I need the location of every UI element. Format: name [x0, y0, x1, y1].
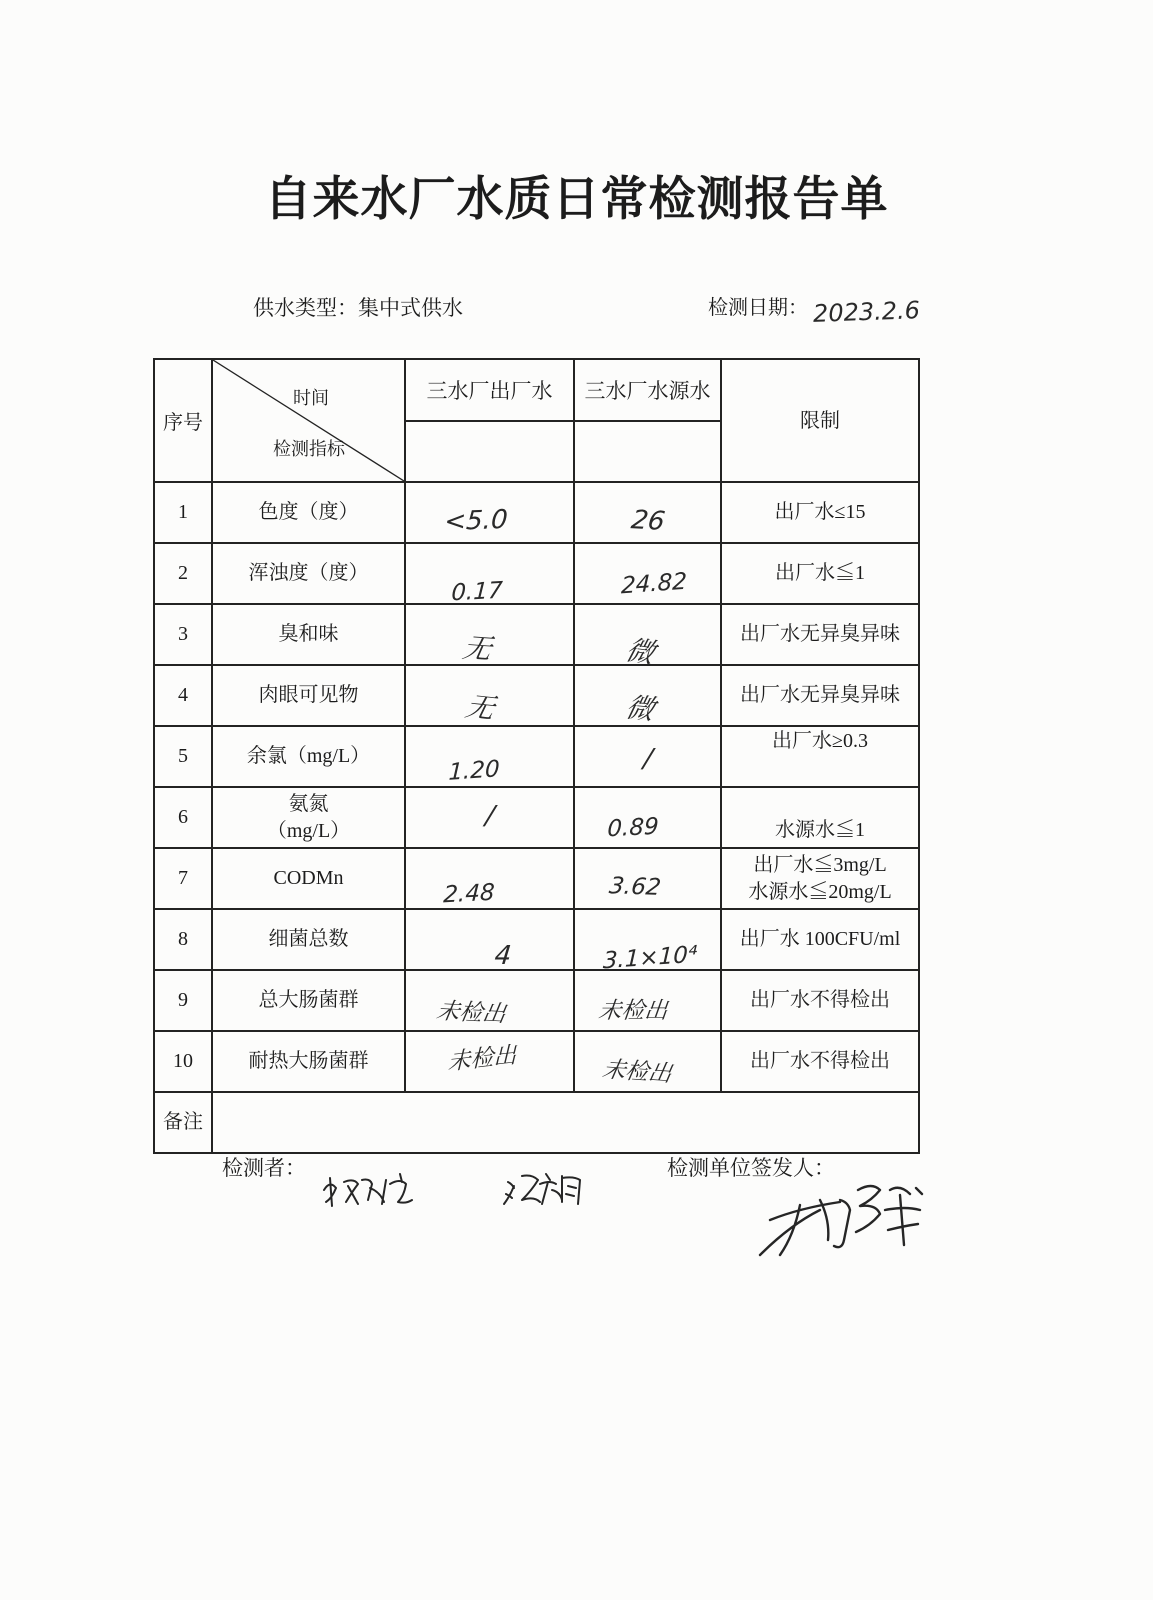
- indicator-name: 余氯（mg/L）: [212, 726, 405, 787]
- outlet-value-cell: [405, 665, 574, 726]
- row-number: 3: [154, 604, 212, 665]
- outlet-value-cell: [405, 787, 574, 848]
- indicator-name: CODMn: [212, 848, 405, 909]
- row-number: 2: [154, 543, 212, 604]
- test-date-label: 检测日期：: [708, 297, 808, 319]
- outlet-value: 2.48: [442, 879, 495, 908]
- outlet-value-cell: [405, 970, 574, 1031]
- limit-value: 出厂水≥0.3: [721, 726, 919, 787]
- source-value-cell: [574, 848, 721, 909]
- outlet-value: 无: [459, 630, 494, 666]
- source-value: /: [641, 743, 654, 774]
- source-value-cell: [574, 1031, 721, 1092]
- outlet-value-cell: [405, 726, 574, 787]
- source-value: 微: [621, 632, 658, 670]
- outlet-value: /: [483, 800, 496, 831]
- header-outlet-sub: [405, 421, 574, 482]
- table-row: [154, 909, 919, 970]
- row-number: 5: [154, 726, 212, 787]
- remark-label: 备注: [154, 1092, 212, 1153]
- limit-value: 出厂水不得检出: [721, 970, 919, 1031]
- source-value: 未检出: [599, 1056, 674, 1087]
- indicator-name: 臭和味: [212, 604, 405, 665]
- source-value-cell: [574, 482, 721, 543]
- inspector-signature-2: [504, 1174, 580, 1204]
- header-outlet-water: 三水厂出厂水: [405, 359, 574, 421]
- signatures: [300, 1160, 940, 1270]
- limit-value: 水源水≦1: [721, 787, 919, 848]
- indicator-name: 氨氮 （mg/L）: [212, 787, 405, 848]
- supply-type-value: 集中式供水: [358, 296, 463, 320]
- report-title: 自来水厂水质日常检测报告单: [264, 172, 889, 227]
- source-value: 3.1×10⁴: [601, 941, 698, 974]
- inspector-signature-1: [324, 1174, 412, 1206]
- row-number: 10: [154, 1031, 212, 1092]
- outlet-value: 无: [462, 689, 497, 725]
- header-seq: 序号: [154, 359, 212, 482]
- row-number: 9: [154, 970, 212, 1031]
- limit-value: 出厂水无异臭异味: [721, 665, 919, 726]
- inspector-label: 检测者：: [222, 1156, 306, 1180]
- outlet-value-cell: [405, 604, 574, 665]
- table-row: [154, 787, 919, 848]
- indicator-name: 细菌总数: [212, 909, 405, 970]
- source-value: 0.89: [606, 813, 659, 842]
- table-row: [154, 665, 919, 726]
- issuer-signature: [760, 1186, 922, 1255]
- row-number: 6: [154, 787, 212, 848]
- header-diagonal-cell: [212, 359, 405, 482]
- indicator-name: 总大肠菌群: [212, 970, 405, 1031]
- issuer-label: 检测单位签发人：: [667, 1156, 835, 1180]
- header-limit: 限制: [721, 359, 919, 482]
- row-number: 4: [154, 665, 212, 726]
- header-source-sub: [574, 421, 721, 482]
- outlet-value-cell: [405, 543, 574, 604]
- source-value: 26: [628, 504, 667, 537]
- outlet-value: 1.20: [447, 755, 500, 786]
- table-row: [154, 543, 919, 604]
- source-value-cell: [574, 665, 721, 726]
- limit-value: 出厂水无异臭异味: [721, 604, 919, 665]
- table-row: [154, 848, 919, 909]
- test-date-value: 2023.2.6: [812, 296, 921, 328]
- table-row: [154, 970, 919, 1031]
- outlet-value: 未检出: [434, 997, 507, 1028]
- header-time: 时间: [293, 388, 329, 408]
- source-value: 微: [622, 690, 657, 726]
- source-value: 3.62: [607, 872, 662, 901]
- limit-value: 出厂水 100CFU/ml: [721, 909, 919, 970]
- row-number: 7: [154, 848, 212, 909]
- remark-row: [154, 1092, 919, 1153]
- source-value-cell: [574, 604, 721, 670]
- source-value: 未检出: [596, 997, 669, 1024]
- outlet-value-cell: [405, 909, 574, 970]
- supply-type: [253, 294, 463, 322]
- outlet-value-cell: [405, 848, 574, 909]
- outlet-value: 0.17: [450, 577, 503, 606]
- header-source-water: 三水厂水源水: [574, 359, 721, 421]
- table-row: [154, 1031, 919, 1092]
- indicator-name: 色度（度）: [212, 482, 405, 543]
- header-indicator: 检测指标: [273, 439, 345, 459]
- source-value-cell: [574, 970, 721, 1031]
- remark-content: [212, 1092, 919, 1153]
- table-header-row: [154, 359, 919, 421]
- limit-value: 出厂水不得检出: [721, 1031, 919, 1092]
- source-value-cell: [574, 909, 721, 974]
- outlet-value: 未检出: [447, 1041, 516, 1076]
- outlet-value: 4: [492, 940, 513, 971]
- row-number: 1: [154, 482, 212, 543]
- supply-type-label: 供水类型：: [253, 296, 358, 320]
- table-row: [154, 482, 919, 543]
- table-row: [154, 726, 919, 787]
- outlet-value-cell: [405, 482, 574, 543]
- indicator-name: 耐热大肠菌群: [212, 1031, 405, 1092]
- source-value-cell: [574, 787, 721, 848]
- limit-value: 出厂水≤15: [721, 482, 919, 543]
- limit-value: 出厂水≦3mg/L 水源水≦20mg/L: [721, 848, 919, 909]
- water-quality-table: [153, 358, 920, 1154]
- limit-value: 出厂水≦1: [721, 543, 919, 604]
- source-value: 24.82: [620, 568, 687, 599]
- table-row: [154, 604, 919, 665]
- row-number: 8: [154, 909, 212, 970]
- outlet-value-cell: [405, 1031, 574, 1092]
- source-value-cell: [574, 726, 721, 787]
- indicator-name: 肉眼可见物: [212, 665, 405, 726]
- source-value-cell: [574, 543, 721, 604]
- indicator-name: 浑浊度（度）: [212, 543, 405, 604]
- outlet-value: <5.0: [442, 504, 509, 537]
